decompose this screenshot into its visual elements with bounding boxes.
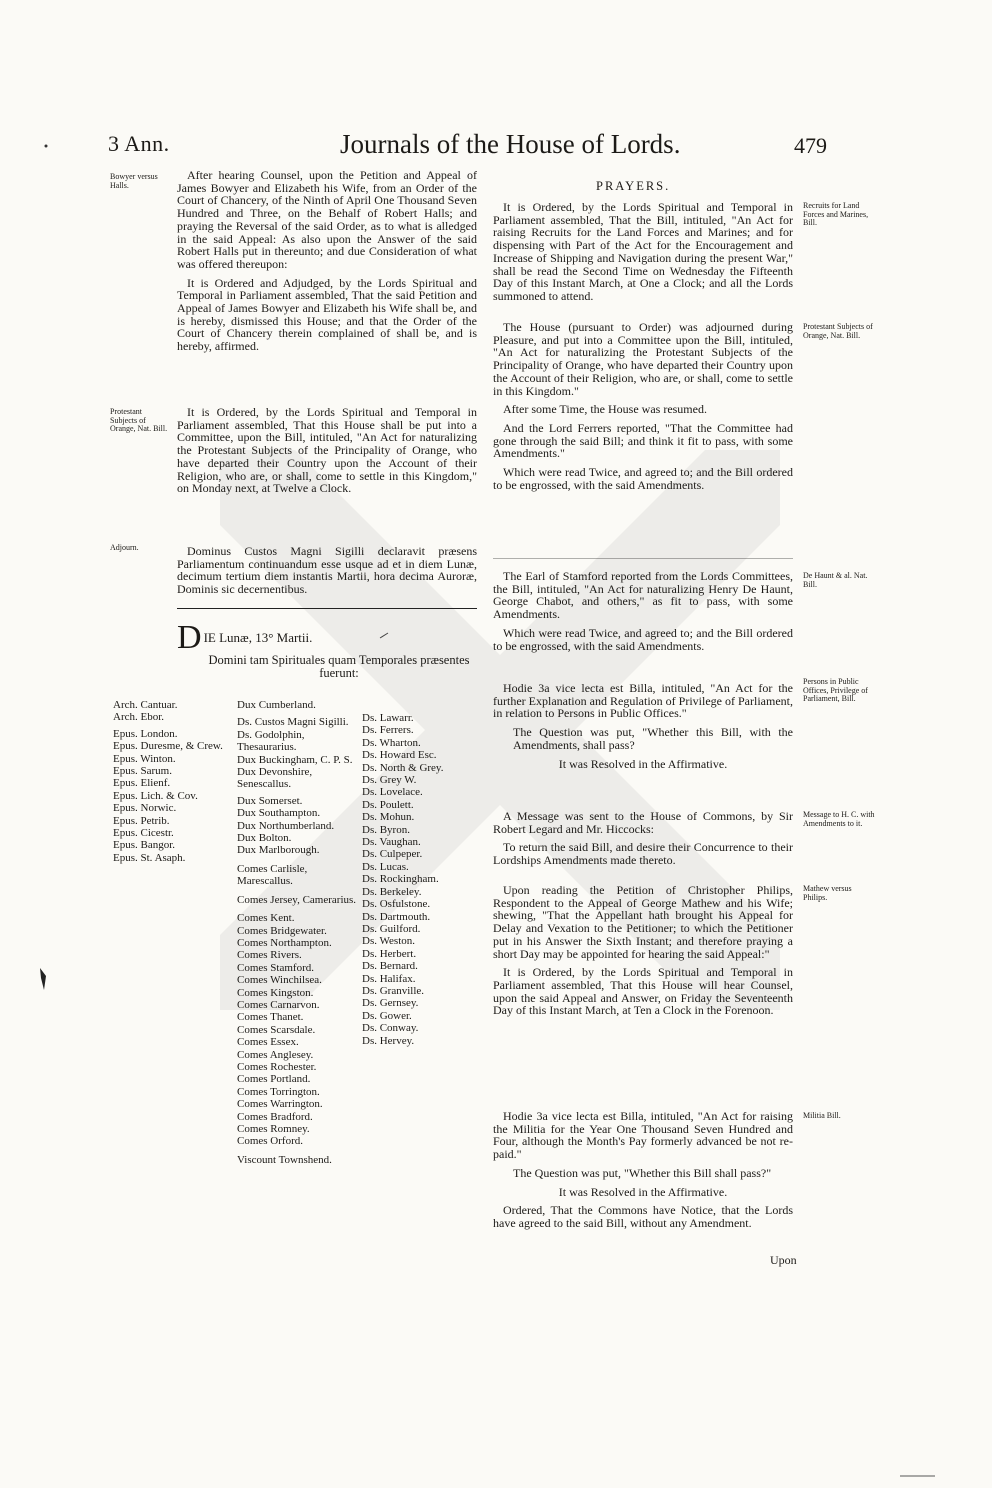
lord-entry: Dux Bolton. [237, 832, 292, 845]
header-regnal-year: 3 Ann. [108, 131, 170, 156]
lord-entry: Comes Carnarvon. [237, 998, 320, 1011]
lord-entry: Comes Orford. [237, 1135, 303, 1148]
paragraph-resolved-1: It was Resolved in the Affirmative. [558, 756, 728, 771]
margin-note-protestant-left: Protestant Subjects of Orange, Nat. Bill. [110, 407, 168, 434]
lord-entry: Ds. Ferrers. [362, 724, 414, 737]
lord-entry: Ds. Godolphin, Thesaurarius. [237, 728, 305, 754]
lord-entry: Comes Kent. [237, 912, 295, 925]
paragraph-protestant-committee: It is Ordered, by the Lords Spiritual and Temporal in Parliament assembled, That this House shall be put into a Committee, upon the Bill, intituled, "An Act for naturalizing the Protestant Subjects of the Principality of Orange, who have departed their Country upon the Account of their Religion, who are, or shall, come to settle in this Kingdom," on Monday next, at Twelve a Clock. [177, 405, 477, 496]
margin-note-bowyer: Bowyer versus Halls. [110, 172, 158, 190]
lord-entry: Dux Southampton. [237, 807, 321, 820]
lord-entry: Ds. Wharton. [362, 736, 421, 749]
lord-entry: Ds. Howard Esc. [362, 749, 437, 762]
present-lords-heading: Domini tam Spirituales quam Temporales præsentes fuerunt: [208, 653, 470, 680]
lord-entry: Arch. Cantuar. [113, 699, 178, 711]
lord-entry: Ds. Lawarr. [362, 712, 414, 724]
paragraph-bowyer-ordered: It is Ordered and Adjudged, by the Lords Spiritual and Temporal in Parliament assembled, That the said Petition and Appeal of James Bowyer and Elizabeth his Wife shall be, and is hereby, dismissed this House; and that the Order of the Court of Chancery therein complained of shall be, and is hereby, affirmed. [177, 275, 477, 354]
lord-entry: Dux Northumberland. [237, 819, 335, 832]
lord-entry: Epus. Cicestr. [113, 827, 174, 840]
day-heading-text: IE Lunæ, 13° Martii. [203, 630, 313, 645]
lord-entry: Epus. Bangor. [113, 839, 176, 852]
lord-entry: Comes Torrington. [237, 1085, 320, 1098]
lord-entry: Epus. Norwic. [113, 802, 177, 815]
lord-entry: Epus. Elienf. [113, 777, 171, 790]
lord-entry: Epus. Winton. [113, 752, 176, 765]
lord-entry: Ds. Dartmouth. [362, 910, 431, 923]
lord-entry: Comes Kingston. [237, 986, 314, 999]
margin-note-protestant-right: Protestant Subjects of Orange, Nat. Bill. [803, 322, 873, 340]
paragraph-engrossed-1: Which were read Twice, and agreed to; and the Bill ordered to be engrossed, with the said Amendments. [493, 465, 793, 492]
lord-entry: Comes Scarsdale. [237, 1023, 316, 1036]
lord-entry: Arch. Ebor. [113, 711, 165, 724]
paragraph-question-2: The Question was put, "Whether this Bill shall pass?" [513, 1165, 772, 1180]
lord-entry: Comes Northampton. [237, 936, 332, 949]
margin-note-recruits: Recruits for Land Forces and Marines, Bill. [803, 201, 869, 228]
lord-entry: Ds. Poulett. [362, 798, 414, 811]
lord-entry: Dux Buckingham, C. P. S. [237, 753, 353, 766]
lord-entry: Ds. Lucas. [362, 860, 409, 873]
lord-entry: Comes Thanet. [237, 1011, 304, 1024]
lord-entry: Ds. Osfulstone. [362, 898, 431, 911]
paragraph-militia-bill: Hodie 3a vice lecta est Billa, intituled, "An Act for raising the Militia for the Year One Thousand Seven Hundred and Four, although the Month's Pay formerly advanced be not re-paid." [493, 1109, 793, 1162]
lord-entry: Epus. Sarum. [113, 765, 172, 778]
lord-entry: Comes Rochester. [237, 1060, 317, 1073]
paragraph-committee-orange: The House (pursuant to Order) was adjourned during Pleasure, and put into a Committee upon the Bill, intituled, "An Act for naturalizing the Protestant Subjects of the Principality of Orange, who have departed their Country upon the Account of their Religion, who are, or shall, come to settle in this Kingdom." [493, 320, 793, 398]
lord-entry: Comes Essex. [237, 1036, 299, 1049]
margin-note-dehaunt: De Haunt & al. Nat. Bill. [803, 571, 868, 589]
lord-entry: Ds. Vaughan. [362, 836, 421, 849]
paragraph-stamford-report: The Earl of Stamford reported from the Lords Committees, the Bill, intituled, "An Act for naturalizing Henry De Haunt, George Chabot, and others," as fit to pass, with some Amendments. [493, 569, 793, 622]
margin-note-mathew: Mathew versus Philips. [803, 884, 852, 902]
page-number: 479 [794, 133, 827, 158]
lord-entry: Epus. Petrib. [113, 814, 170, 827]
margin-note-message: Message to H. C. with Amendments to it. [803, 810, 875, 828]
header-title: Journals of the House of Lords. [340, 129, 681, 159]
lord-entry: Comes Warrington. [237, 1098, 323, 1111]
lord-entry: Ds. Guilford. [362, 922, 421, 935]
paragraph-philips-petition: Upon reading the Petition of Christopher Philips, Respondent to the Appeal of George Mathew and his Wife; shewing, "That the Appellant hath brought his Appeal for Delay and Vexation to the Petitioner; to which the Petitioner put in his Answer the Sixth Instant; and therefore praying a short Day may be appointed for hearing the said Appeal:" [493, 883, 793, 961]
catchword: Upon [770, 1253, 797, 1267]
lord-entry: Ds. Gernsey. [362, 997, 419, 1010]
paragraph-house-resumed: After some Time, the House was resumed. [503, 402, 707, 417]
lord-entry: Ds. Granville. [362, 984, 425, 997]
margin-note-adjourn: Adjourn. [110, 543, 139, 552]
lord-entry: Comes Winchilsea. [237, 974, 322, 987]
paragraph-ferrers-report: And the Lord Ferrers reported, "That the Committee had gone through the said Bill; and think it fit to pass, with some Amendments." [493, 420, 793, 461]
lord-entry: Ds. Byron. [362, 823, 410, 836]
lord-entry: Comes Stamford. [237, 961, 314, 974]
paragraph-bowyer-hearing: After hearing Counsel, upon the Petition and Appeal of James Bowyer and Elizabeth his Wife, from an Order of the Court of Chancery, of the Ninth of April One Thousand Seven Hundred and Three, on the Behalf of Robert Halls; and praying the Reversal of the said Order, as to what is alledged in the said Appeal: As also upon the Answer of the said Robert Halls put in thereunto; and due Consideration of what was offered thereupon: [177, 168, 477, 271]
lord-entry: Ds. North & Grey. [362, 761, 444, 774]
paragraph-message-commons: A Message was sent to the House of Commons, by Sir Robert Legard and Mr. Hiccocks: [493, 809, 793, 836]
paragraph-commons-notice: Ordered, That the Commons have Notice, that the Lords have agreed to the said Bill, without any Amendment. [493, 1203, 793, 1230]
margin-note-militia: Militia Bill. [803, 1111, 841, 1120]
lord-entry: Dux Cumberland. [237, 699, 316, 711]
lord-entry: Ds. Custos Magni Sigilli. [237, 716, 349, 729]
lord-entry: Comes Rivers. [237, 949, 302, 962]
lord-entry: Ds. Herbert. [362, 947, 417, 960]
lord-entry: Ds. Conway. [362, 1022, 419, 1035]
paragraph-hear-counsel: It is Ordered, by the Lords Spiritual and Temporal in Parliament assembled, That this House will hear Counsel, upon the said Appeal and Answer, on Friday the Seventeenth Day of this Instant March, at Ten a Clock in the Forenoon. [493, 965, 793, 1018]
paragraph-privilege-bill: Hodie 3a vice lecta est Billa, intituled, "An Act for the further Explanation and Regulation of Privilege of Parliament, in relation to Persons in Public Offices." [493, 681, 793, 721]
paragraph-return-bill: To return the said Bill, and desire their Concurrence to their Lordships Amendments made thereto. [493, 840, 793, 868]
lord-entry: Ds. Mohun. [362, 811, 415, 824]
lord-entry: Comes Bradford. [237, 1110, 313, 1123]
lord-entry: Ds. Culpeper. [362, 848, 423, 861]
paragraph-recruits-bill: It is Ordered, by the Lords Spiritual and Temporal in Parliament assembled, That the Bill, intituled, "An Act for raising Recruits for the Land Forces and Marines; and for dispensing with Part of the Act for the Encouragement and Increase of Shipping and Navigation during the present War," shall be read the Second Time on Wednesday the Fifteenth Day of this Instant March, at One a Clock; and all the Lords summoned to attend. [493, 200, 793, 303]
lord-entry: Ds. Weston. [362, 935, 415, 948]
lord-entry: Comes Anglesey. [237, 1048, 314, 1061]
paragraph-resolved-2: It was Resolved in the Affirmative. [558, 1184, 728, 1199]
lord-entry: Comes Romney. [237, 1123, 310, 1135]
lord-entry: Ds. Rockingham. [362, 873, 439, 886]
lord-entry: Epus. Lich. & Cov. [113, 789, 198, 802]
lord-entry: Ds. Hervey. [362, 1034, 415, 1047]
day-heading-dropcap: D [177, 619, 202, 656]
lord-entry: Dux Devonshire, Senescallus. [237, 766, 313, 791]
lord-entry: Comes Carlisle, Marescallus. [237, 862, 308, 888]
lord-entry: Ds. Gower. [362, 1009, 412, 1022]
lord-entry: Comes Jersey, Camerarius. [237, 893, 357, 906]
prayers-heading: PRAYERS. [596, 179, 671, 193]
lord-entry: Dux Somerset. [237, 794, 303, 807]
lord-entry: Epus. London. [113, 727, 178, 740]
lord-entry: Ds. Lovelace. [362, 786, 423, 799]
lord-entry: Epus. St. Asaph. [113, 851, 186, 864]
lord-entry: Ds. Bernard. [362, 960, 418, 973]
lord-entry: Ds. Halifax. [362, 972, 416, 985]
paragraph-adjournment: Dominus Custos Magni Sigilli declaravit præsens Parliamentum continuandum esse usque ad et in diem Lunæ, decimum tertium diem instantis Martii, hora decima Auroræ, Dominis sic decernentibus. [177, 544, 477, 597]
paragraph-engrossed-2: Which were read Twice, and agreed to; and the Bill ordered to be engrossed, with the said Amendments. [493, 625, 793, 653]
lord-entry: Ds. Berkeley. [362, 885, 422, 898]
paragraph-question-1: The Question was put, "Whether this Bill, with the Amendments, shall pass? [513, 725, 793, 752]
lord-entry: Viscount Townshend. [237, 1153, 332, 1166]
margin-note-persons: Persons in Public Offices, Privilege of Parliament, Bill. [803, 677, 868, 704]
lord-entry: Comes Bridgewater. [237, 924, 327, 937]
lord-entry: Comes Portland. [237, 1073, 311, 1086]
lord-entry: Epus. Duresme, & Crew. [113, 740, 223, 753]
lord-entry: Ds. Grey W. [362, 774, 417, 787]
lord-entry: Dux Marlborough. [237, 844, 320, 857]
